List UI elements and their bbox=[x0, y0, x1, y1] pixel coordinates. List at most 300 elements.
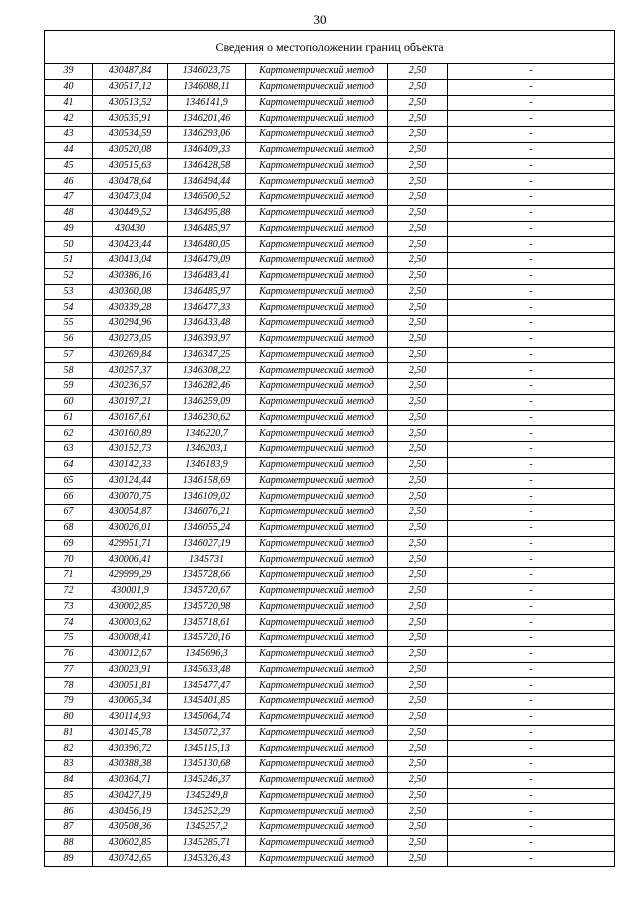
point-number-cell: 77 bbox=[45, 662, 93, 678]
description-cell: - bbox=[448, 615, 615, 631]
point-number-cell: 58 bbox=[45, 363, 93, 379]
description-cell: - bbox=[448, 788, 615, 804]
table-row bbox=[45, 205, 615, 221]
x-coordinate-cell: 430396,72 bbox=[93, 741, 168, 757]
point-number-cell: 71 bbox=[45, 568, 93, 584]
determination-method-cell: Картометрический метод bbox=[246, 662, 388, 678]
description-cell: - bbox=[448, 709, 615, 725]
y-coordinate-cell: 1345130,68 bbox=[168, 757, 246, 773]
point-number-cell: 73 bbox=[45, 599, 93, 615]
accuracy-cell: 2,50 bbox=[388, 379, 448, 395]
determination-method-cell: Картометрический метод bbox=[246, 426, 388, 442]
x-coordinate-cell: 430427,19 bbox=[93, 788, 168, 804]
description-cell: - bbox=[448, 394, 615, 410]
x-coordinate-cell: 430513,52 bbox=[93, 95, 168, 111]
description-cell: - bbox=[448, 190, 615, 206]
accuracy-cell: 2,50 bbox=[388, 599, 448, 615]
point-number-cell: 81 bbox=[45, 725, 93, 741]
accuracy-cell: 2,50 bbox=[388, 316, 448, 332]
determination-method-cell: Картометрический метод bbox=[246, 442, 388, 458]
x-coordinate-cell: 430364,71 bbox=[93, 772, 168, 788]
accuracy-cell: 2,50 bbox=[388, 552, 448, 568]
x-coordinate-cell: 430152,73 bbox=[93, 442, 168, 458]
description-cell: - bbox=[448, 253, 615, 269]
accuracy-cell: 2,50 bbox=[388, 725, 448, 741]
table-row bbox=[45, 473, 615, 489]
table-row bbox=[45, 174, 615, 190]
x-coordinate-cell: 430269,84 bbox=[93, 347, 168, 363]
table-row bbox=[45, 505, 615, 521]
x-coordinate-cell: 430051,81 bbox=[93, 678, 168, 694]
table-row bbox=[45, 253, 615, 269]
point-number-cell: 89 bbox=[45, 851, 93, 867]
point-number-cell: 57 bbox=[45, 347, 93, 363]
y-coordinate-cell: 1346088,11 bbox=[168, 79, 246, 95]
x-coordinate-cell: 430360,08 bbox=[93, 284, 168, 300]
x-coordinate-cell: 430456,19 bbox=[93, 804, 168, 820]
y-coordinate-cell: 1346109,02 bbox=[168, 489, 246, 505]
description-cell: - bbox=[448, 205, 615, 221]
y-coordinate-cell: 1346055,24 bbox=[168, 520, 246, 536]
accuracy-cell: 2,50 bbox=[388, 489, 448, 505]
determination-method-cell: Картометрический метод bbox=[246, 615, 388, 631]
description-cell: - bbox=[448, 331, 615, 347]
y-coordinate-cell: 1345728,66 bbox=[168, 568, 246, 584]
y-coordinate-cell: 1346409,33 bbox=[168, 142, 246, 158]
table-row bbox=[45, 599, 615, 615]
x-coordinate-cell: 430124,44 bbox=[93, 473, 168, 489]
x-coordinate-cell: 430008,41 bbox=[93, 631, 168, 647]
table-row bbox=[45, 757, 615, 773]
determination-method-cell: Картометрический метод bbox=[246, 268, 388, 284]
point-number-cell: 41 bbox=[45, 95, 93, 111]
accuracy-cell: 2,50 bbox=[388, 268, 448, 284]
point-number-cell: 75 bbox=[45, 631, 93, 647]
determination-method-cell: Картометрический метод bbox=[246, 772, 388, 788]
determination-method-cell: Картометрический метод bbox=[246, 851, 388, 867]
point-number-cell: 51 bbox=[45, 253, 93, 269]
point-number-cell: 55 bbox=[45, 316, 93, 332]
table-row bbox=[45, 142, 615, 158]
x-coordinate-cell: 430026,01 bbox=[93, 520, 168, 536]
accuracy-cell: 2,50 bbox=[388, 851, 448, 867]
accuracy-cell: 2,50 bbox=[388, 835, 448, 851]
point-number-cell: 87 bbox=[45, 820, 93, 836]
table-row bbox=[45, 615, 615, 631]
accuracy-cell: 2,50 bbox=[388, 442, 448, 458]
x-coordinate-cell: 430273,05 bbox=[93, 331, 168, 347]
table-row bbox=[45, 457, 615, 473]
description-cell: - bbox=[448, 631, 615, 647]
y-coordinate-cell: 1346477,33 bbox=[168, 300, 246, 316]
y-coordinate-cell: 1345115,13 bbox=[168, 741, 246, 757]
y-coordinate-cell: 1346183,9 bbox=[168, 457, 246, 473]
x-coordinate-cell: 430002,85 bbox=[93, 599, 168, 615]
x-coordinate-cell: 429951,71 bbox=[93, 536, 168, 552]
determination-method-cell: Картометрический метод bbox=[246, 300, 388, 316]
accuracy-cell: 2,50 bbox=[388, 820, 448, 836]
determination-method-cell: Картометрический метод bbox=[246, 79, 388, 95]
description-cell: - bbox=[448, 552, 615, 568]
y-coordinate-cell: 1345252,29 bbox=[168, 804, 246, 820]
table-row bbox=[45, 347, 615, 363]
y-coordinate-cell: 1346479,09 bbox=[168, 253, 246, 269]
determination-method-cell: Картометрический метод bbox=[246, 347, 388, 363]
x-coordinate-cell: 430449,52 bbox=[93, 205, 168, 221]
point-number-cell: 69 bbox=[45, 536, 93, 552]
point-number-cell: 40 bbox=[45, 79, 93, 95]
description-cell: - bbox=[448, 835, 615, 851]
x-coordinate-cell: 430473,04 bbox=[93, 190, 168, 206]
y-coordinate-cell: 1345257,2 bbox=[168, 820, 246, 836]
description-cell: - bbox=[448, 268, 615, 284]
accuracy-cell: 2,50 bbox=[388, 536, 448, 552]
table-row bbox=[45, 662, 615, 678]
determination-method-cell: Картометрический метод bbox=[246, 505, 388, 521]
determination-method-cell: Картометрический метод bbox=[246, 205, 388, 221]
accuracy-cell: 2,50 bbox=[388, 757, 448, 773]
table-row bbox=[45, 268, 615, 284]
y-coordinate-cell: 1346485,97 bbox=[168, 284, 246, 300]
determination-method-cell: Картометрический метод bbox=[246, 394, 388, 410]
table-row bbox=[45, 394, 615, 410]
y-coordinate-cell: 1345633,48 bbox=[168, 662, 246, 678]
accuracy-cell: 2,50 bbox=[388, 772, 448, 788]
y-coordinate-cell: 1346308,22 bbox=[168, 363, 246, 379]
x-coordinate-cell: 430294,96 bbox=[93, 316, 168, 332]
description-cell: - bbox=[448, 725, 615, 741]
point-number-cell: 66 bbox=[45, 489, 93, 505]
description-cell: - bbox=[448, 599, 615, 615]
table-row bbox=[45, 725, 615, 741]
x-coordinate-cell: 430054,87 bbox=[93, 505, 168, 521]
point-number-cell: 62 bbox=[45, 426, 93, 442]
accuracy-cell: 2,50 bbox=[388, 64, 448, 80]
accuracy-cell: 2,50 bbox=[388, 568, 448, 584]
table-row bbox=[45, 284, 615, 300]
x-coordinate-cell: 430520,08 bbox=[93, 142, 168, 158]
y-coordinate-cell: 1345718,61 bbox=[168, 615, 246, 631]
point-number-cell: 82 bbox=[45, 741, 93, 757]
determination-method-cell: Картометрический метод bbox=[246, 741, 388, 757]
x-coordinate-cell: 430160,89 bbox=[93, 426, 168, 442]
point-number-cell: 84 bbox=[45, 772, 93, 788]
point-number-cell: 50 bbox=[45, 237, 93, 253]
determination-method-cell: Картометрический метод bbox=[246, 142, 388, 158]
point-number-cell: 54 bbox=[45, 300, 93, 316]
y-coordinate-cell: 1346201,46 bbox=[168, 111, 246, 127]
description-cell: - bbox=[448, 410, 615, 426]
y-coordinate-cell: 1346495,88 bbox=[168, 205, 246, 221]
x-coordinate-cell: 430236,57 bbox=[93, 379, 168, 395]
accuracy-cell: 2,50 bbox=[388, 221, 448, 237]
table-row bbox=[45, 741, 615, 757]
description-cell: - bbox=[448, 347, 615, 363]
accuracy-cell: 2,50 bbox=[388, 505, 448, 521]
accuracy-cell: 2,50 bbox=[388, 741, 448, 757]
table-row bbox=[45, 709, 615, 725]
point-number-cell: 70 bbox=[45, 552, 93, 568]
accuracy-cell: 2,50 bbox=[388, 583, 448, 599]
table-row bbox=[45, 804, 615, 820]
y-coordinate-cell: 1345285,71 bbox=[168, 835, 246, 851]
y-coordinate-cell: 1345326,43 bbox=[168, 851, 246, 867]
description-cell: - bbox=[448, 804, 615, 820]
accuracy-cell: 2,50 bbox=[388, 127, 448, 143]
description-cell: - bbox=[448, 237, 615, 253]
table-row bbox=[45, 379, 615, 395]
y-coordinate-cell: 1345720,98 bbox=[168, 599, 246, 615]
determination-method-cell: Картометрический метод bbox=[246, 158, 388, 174]
x-coordinate-cell: 430386,16 bbox=[93, 268, 168, 284]
point-number-cell: 46 bbox=[45, 174, 93, 190]
description-cell: - bbox=[448, 568, 615, 584]
table-row bbox=[45, 300, 615, 316]
point-number-cell: 65 bbox=[45, 473, 93, 489]
description-cell: - bbox=[448, 426, 615, 442]
point-number-cell: 80 bbox=[45, 709, 93, 725]
description-cell: - bbox=[448, 662, 615, 678]
x-coordinate-cell: 430142,33 bbox=[93, 457, 168, 473]
boundary-table bbox=[44, 30, 615, 867]
x-coordinate-cell: 430517,12 bbox=[93, 79, 168, 95]
description-cell: - bbox=[448, 820, 615, 836]
point-number-cell: 59 bbox=[45, 379, 93, 395]
point-number-cell: 42 bbox=[45, 111, 93, 127]
x-coordinate-cell: 429999,29 bbox=[93, 568, 168, 584]
determination-method-cell: Картометрический метод bbox=[246, 410, 388, 426]
y-coordinate-cell: 1346203,1 bbox=[168, 442, 246, 458]
determination-method-cell: Картометрический метод bbox=[246, 520, 388, 536]
y-coordinate-cell: 1346259,09 bbox=[168, 394, 246, 410]
y-coordinate-cell: 1345064,74 bbox=[168, 709, 246, 725]
x-coordinate-cell: 430167,61 bbox=[93, 410, 168, 426]
point-number-cell: 52 bbox=[45, 268, 93, 284]
x-coordinate-cell: 430145,78 bbox=[93, 725, 168, 741]
description-cell: - bbox=[448, 95, 615, 111]
point-number-cell: 74 bbox=[45, 615, 93, 631]
description-cell: - bbox=[448, 741, 615, 757]
y-coordinate-cell: 1346500,52 bbox=[168, 190, 246, 206]
point-number-cell: 79 bbox=[45, 694, 93, 710]
accuracy-cell: 2,50 bbox=[388, 174, 448, 190]
table-row bbox=[45, 426, 615, 442]
accuracy-cell: 2,50 bbox=[388, 678, 448, 694]
description-cell: - bbox=[448, 158, 615, 174]
x-coordinate-cell: 430065,34 bbox=[93, 694, 168, 710]
point-number-cell: 88 bbox=[45, 835, 93, 851]
determination-method-cell: Картометрический метод bbox=[246, 757, 388, 773]
y-coordinate-cell: 1346347,25 bbox=[168, 347, 246, 363]
description-cell: - bbox=[448, 757, 615, 773]
x-coordinate-cell: 430602,85 bbox=[93, 835, 168, 851]
description-cell: - bbox=[448, 473, 615, 489]
determination-method-cell: Картометрический метод bbox=[246, 190, 388, 206]
y-coordinate-cell: 1346393,97 bbox=[168, 331, 246, 347]
description-cell: - bbox=[448, 363, 615, 379]
accuracy-cell: 2,50 bbox=[388, 520, 448, 536]
point-number-cell: 63 bbox=[45, 442, 93, 458]
y-coordinate-cell: 1346480,05 bbox=[168, 237, 246, 253]
description-cell: - bbox=[448, 583, 615, 599]
y-coordinate-cell: 1346220,7 bbox=[168, 426, 246, 442]
determination-method-cell: Картометрический метод bbox=[246, 64, 388, 80]
description-cell: - bbox=[448, 520, 615, 536]
determination-method-cell: Картометрический метод bbox=[246, 95, 388, 111]
description-cell: - bbox=[448, 678, 615, 694]
point-number-cell: 60 bbox=[45, 394, 93, 410]
description-cell: - bbox=[448, 646, 615, 662]
table-row bbox=[45, 772, 615, 788]
y-coordinate-cell: 1345249,8 bbox=[168, 788, 246, 804]
accuracy-cell: 2,50 bbox=[388, 331, 448, 347]
point-number-cell: 76 bbox=[45, 646, 93, 662]
y-coordinate-cell: 1346027,19 bbox=[168, 536, 246, 552]
determination-method-cell: Картометрический метод bbox=[246, 631, 388, 647]
x-coordinate-cell: 430478,64 bbox=[93, 174, 168, 190]
determination-method-cell: Картометрический метод bbox=[246, 709, 388, 725]
y-coordinate-cell: 1345246,37 bbox=[168, 772, 246, 788]
determination-method-cell: Картометрический метод bbox=[246, 316, 388, 332]
table-row bbox=[45, 190, 615, 206]
x-coordinate-cell: 430006,41 bbox=[93, 552, 168, 568]
point-number-cell: 53 bbox=[45, 284, 93, 300]
table-row bbox=[45, 536, 615, 552]
point-number-cell: 45 bbox=[45, 158, 93, 174]
description-cell: - bbox=[448, 284, 615, 300]
table-row bbox=[45, 631, 615, 647]
y-coordinate-cell: 1346494,44 bbox=[168, 174, 246, 190]
determination-method-cell: Картометрический метод bbox=[246, 788, 388, 804]
y-coordinate-cell: 1346158,69 bbox=[168, 473, 246, 489]
description-cell: - bbox=[448, 505, 615, 521]
x-coordinate-cell: 430197,21 bbox=[93, 394, 168, 410]
table-row bbox=[45, 158, 615, 174]
accuracy-cell: 2,50 bbox=[388, 662, 448, 678]
table-row bbox=[45, 646, 615, 662]
accuracy-cell: 2,50 bbox=[388, 79, 448, 95]
table-title: Сведения о местоположении границ объекта bbox=[45, 31, 615, 64]
point-number-cell: 67 bbox=[45, 505, 93, 521]
determination-method-cell: Картометрический метод bbox=[246, 835, 388, 851]
x-coordinate-cell: 430535,91 bbox=[93, 111, 168, 127]
point-number-cell: 64 bbox=[45, 457, 93, 473]
y-coordinate-cell: 1346230,62 bbox=[168, 410, 246, 426]
accuracy-cell: 2,50 bbox=[388, 253, 448, 269]
accuracy-cell: 2,50 bbox=[388, 111, 448, 127]
description-cell: - bbox=[448, 316, 615, 332]
accuracy-cell: 2,50 bbox=[388, 694, 448, 710]
table-row bbox=[45, 331, 615, 347]
determination-method-cell: Картометрический метод bbox=[246, 583, 388, 599]
y-coordinate-cell: 1346023,75 bbox=[168, 64, 246, 80]
x-coordinate-cell: 430423,44 bbox=[93, 237, 168, 253]
table-row bbox=[45, 237, 615, 253]
description-cell: - bbox=[448, 489, 615, 505]
determination-method-cell: Картометрический метод bbox=[246, 331, 388, 347]
page-number: 30 bbox=[313, 12, 327, 27]
accuracy-cell: 2,50 bbox=[388, 347, 448, 363]
point-number-cell: 83 bbox=[45, 757, 93, 773]
description-cell: - bbox=[448, 142, 615, 158]
accuracy-cell: 2,50 bbox=[388, 804, 448, 820]
y-coordinate-cell: 1346076,21 bbox=[168, 505, 246, 521]
table-row bbox=[45, 678, 615, 694]
accuracy-cell: 2,50 bbox=[388, 158, 448, 174]
point-number-cell: 72 bbox=[45, 583, 93, 599]
table-row bbox=[45, 95, 615, 111]
determination-method-cell: Картометрический метод bbox=[246, 536, 388, 552]
point-number-cell: 56 bbox=[45, 331, 93, 347]
determination-method-cell: Картометрический метод bbox=[246, 552, 388, 568]
y-coordinate-cell: 1345720,67 bbox=[168, 583, 246, 599]
accuracy-cell: 2,50 bbox=[388, 473, 448, 489]
description-cell: - bbox=[448, 851, 615, 867]
x-coordinate-cell: 430023,91 bbox=[93, 662, 168, 678]
description-cell: - bbox=[448, 694, 615, 710]
accuracy-cell: 2,50 bbox=[388, 410, 448, 426]
table-row bbox=[45, 316, 615, 332]
table-title-row bbox=[45, 31, 615, 64]
point-number-cell: 49 bbox=[45, 221, 93, 237]
accuracy-cell: 2,50 bbox=[388, 788, 448, 804]
x-coordinate-cell: 430413,04 bbox=[93, 253, 168, 269]
determination-method-cell: Картометрический метод bbox=[246, 804, 388, 820]
point-number-cell: 43 bbox=[45, 127, 93, 143]
determination-method-cell: Картометрический метод bbox=[246, 253, 388, 269]
determination-method-cell: Картометрический метод bbox=[246, 489, 388, 505]
accuracy-cell: 2,50 bbox=[388, 95, 448, 111]
y-coordinate-cell: 1346483,41 bbox=[168, 268, 246, 284]
determination-method-cell: Картометрический метод bbox=[246, 174, 388, 190]
table-row bbox=[45, 64, 615, 80]
y-coordinate-cell: 1346433,48 bbox=[168, 316, 246, 332]
point-number-cell: 48 bbox=[45, 205, 93, 221]
description-cell: - bbox=[448, 174, 615, 190]
y-coordinate-cell: 1346428,58 bbox=[168, 158, 246, 174]
determination-method-cell: Картометрический метод bbox=[246, 473, 388, 489]
table-row bbox=[45, 410, 615, 426]
point-number-cell: 47 bbox=[45, 190, 93, 206]
table-row bbox=[45, 552, 615, 568]
accuracy-cell: 2,50 bbox=[388, 709, 448, 725]
determination-method-cell: Картометрический метод bbox=[246, 646, 388, 662]
y-coordinate-cell: 1346293,06 bbox=[168, 127, 246, 143]
x-coordinate-cell: 430430 bbox=[93, 221, 168, 237]
x-coordinate-cell: 430742,65 bbox=[93, 851, 168, 867]
y-coordinate-cell: 1345731 bbox=[168, 552, 246, 568]
determination-method-cell: Картометрический метод bbox=[246, 127, 388, 143]
point-number-cell: 85 bbox=[45, 788, 93, 804]
accuracy-cell: 2,50 bbox=[388, 394, 448, 410]
table-row bbox=[45, 694, 615, 710]
accuracy-cell: 2,50 bbox=[388, 615, 448, 631]
y-coordinate-cell: 1345401,85 bbox=[168, 694, 246, 710]
determination-method-cell: Картометрический метод bbox=[246, 568, 388, 584]
x-coordinate-cell: 430534,59 bbox=[93, 127, 168, 143]
table-row bbox=[45, 583, 615, 599]
point-number-cell: 78 bbox=[45, 678, 93, 694]
x-coordinate-cell: 430114,93 bbox=[93, 709, 168, 725]
y-coordinate-cell: 1345720,16 bbox=[168, 631, 246, 647]
accuracy-cell: 2,50 bbox=[388, 284, 448, 300]
point-number-cell: 86 bbox=[45, 804, 93, 820]
x-coordinate-cell: 430508,36 bbox=[93, 820, 168, 836]
determination-method-cell: Картометрический метод bbox=[246, 379, 388, 395]
description-cell: - bbox=[448, 379, 615, 395]
description-cell: - bbox=[448, 127, 615, 143]
description-cell: - bbox=[448, 64, 615, 80]
